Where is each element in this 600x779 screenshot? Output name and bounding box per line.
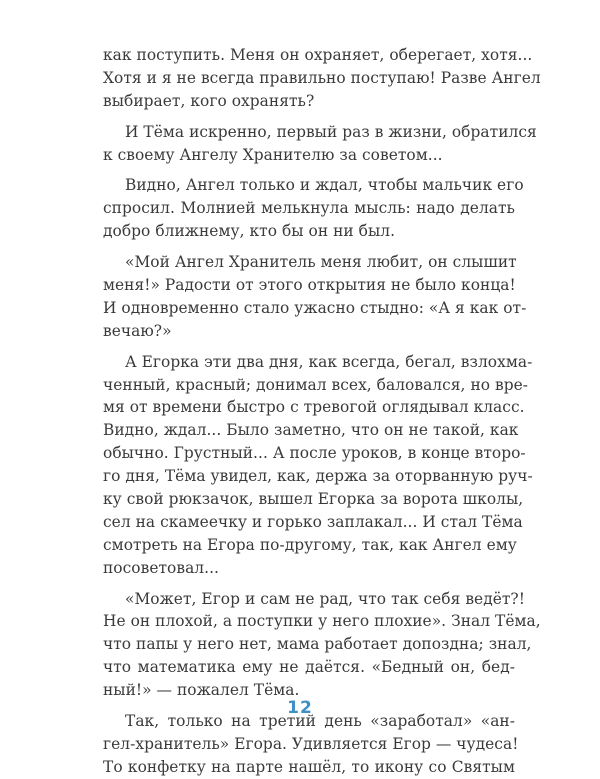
text-line: что математика ему не даётся. «Бедный он, бед- (103, 658, 515, 677)
text-line: к своему Ангелу Хранителю за советом... (103, 145, 443, 164)
text-line: Видно, Ангел только и ждал, чтобы мальчик его (125, 176, 524, 195)
text-line: ный!» — пожалел Тёма. (103, 681, 300, 700)
text-line: спросил. Молнией мелькнула мысль: надо делать (103, 199, 515, 218)
page-text (103, 44, 541, 779)
text-line: гел-хранитель» Егора. Удивляется Егор — чудеса! (103, 734, 519, 753)
text-line: сел на скамеечку и горько заплакал... И стал Тёма (103, 512, 523, 531)
text-line: Так, только на третий день «заработал» «ан- (125, 712, 515, 731)
text-line: го дня, Тёма увидел, как, держа за оторванную руч- (103, 467, 533, 486)
text-line: посоветовал... (103, 558, 219, 577)
text-line: вечаю?» (103, 321, 172, 340)
text-line: выбирает, кого охранять? (103, 91, 315, 110)
text-line: обычно. Грустный... А после уроков, в конце второ- (103, 444, 526, 463)
text-line: смотреть на Егора по-другому, так, как Ангел ему (103, 535, 517, 554)
text-line: как поступить. Меня он охраняет, оберегает, хотя... (103, 46, 533, 64)
text-line: То конфетку на парте нашёл, то икону со Святым (103, 757, 515, 776)
text-line: «Мой Ангел Хранитель меня любит, он слышит (125, 253, 517, 272)
text-line: Не он плохой, а поступки у него плохие». Знал Тёма, (103, 612, 541, 631)
text-line: Хотя и я не всегда правильно поступаю! Разве Ангел (103, 68, 541, 87)
text-line: И Тёма искренно, первый раз в жизни, обратился (125, 122, 537, 141)
text-line: меня!» Радости от этого открытия не было конца! (103, 276, 516, 295)
text-line: И одновременно стало ужасно стыдно: «А я как от- (103, 298, 527, 317)
text-line: «Может, Егор и сам не рад, что так себя ведёт?! (125, 589, 525, 608)
text-line: ченный, красный; донимал всех, баловался, но вре- (103, 375, 529, 394)
text-line: Видно, ждал... Было заметно, что он не такой, как (103, 421, 519, 440)
text-line: добро ближнему, кто бы он ни был. (103, 222, 396, 241)
text-line: А Егорка эти два дня, как всегда, бегал, взлохма- (125, 352, 533, 371)
text-line: что папы у него нет, мама работает допоздна; знал, (103, 635, 532, 654)
text-line: мя от времени быстро с тревогой оглядывал класс. (103, 398, 525, 417)
text-line: ку свой рюкзачок, вышел Егорка за ворота школы, (103, 490, 524, 509)
page-number: 12 (287, 698, 313, 718)
